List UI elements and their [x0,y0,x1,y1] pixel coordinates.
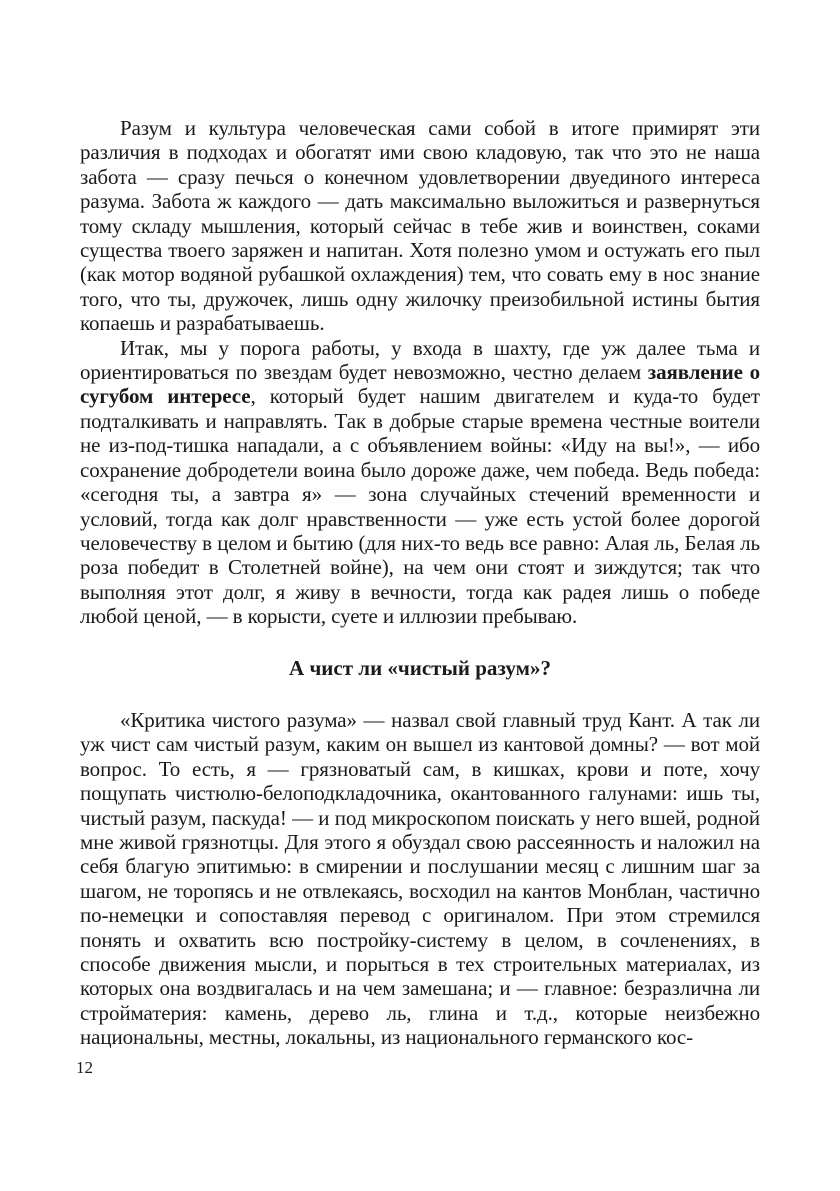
section-heading: А чист ли «чистый разум»? [289,656,551,680]
page-number: 12 [76,1058,93,1077]
paragraph-declaration-start: Итак, мы у порога работы, у входа в шахту, где уж далее тьма и ориентироваться по звездам будет невозможно, честно делаем [80,335,760,385]
paragraph-declaration-end: , который будет нашим двигателем и куда-то будет подталкивать и направлять. Так в добрые старые времена честные воители не из-под-тишка нападали, а с объявлением войны: «Иду на вы!», — ибо сохранение добродетели воина было дороже даже, чем победа. Ведь победа: «сегодня ты, а завтра я» — зона случайных стечений временности и условий, тогда как долг нравственности — уже есть устой более дорогой человечеству в целом и бытию (для них-то ведь все равно: Алая ль, Белая ль роза победит в Столетней войне), на чем они стоят и зиждутся; так что выполняя этот долг, я живу в вечности, тогда как радея лишь о победе любой ценой, — в корысти, суете и иллюзии пребываю. [80,384,761,629]
bold-phrase-declaration: заявление о сугубом интересе [80,360,760,409]
section-two-text [80,708,760,1050]
paragraph-reason-culture: Разум и культура человеческая сами собой в итоге примирят эти различия в подходах и обогатят ими свою кладовую, так что это не наша забота — сразу печься о конечном удовлетворении двуединого интереса разума. Забота ж каждого — дать максимально выложиться и развернуться тому складу мышления, который сейчас в тебе жив и воинствен, соками существа твоего заряжен и напитан. Хотя полезно умом и остужать его пыл (как мотор водяной рубашкой охлаждения) тем, что совать ему в нос знание того, что ты, дружочек, лишь одну жилочку преизобильной истины бытия копаешь и разрабатываешь. [80,116,760,336]
paragraph-critique: «Критика чистого разума» — назвал свой главный труд Кант. А так ли уж чист сам чистый разум, каким он вышел из кантовой домны? — вот мой вопрос. То есть, я — грязноватый сам, в кишках, крови и поте, хочу пощупать чистюлю-белоподкладочника, окантованного галунами: ишь ты, чистый разум, паскуда! — и под микроскопом поискать у него вшей, родной мне живой грязнотцы. Для этого я обуздал свою рассеянность и наложил на себя благую эпитимью: в смирении и послушании месяц с лишним шаг за шагом, не торопясь и не отвлекаясь, восходил на кантов Монблан, частично по-немецки и сопоставляя перевод с оригиналом. При этом стремился понять и охватить всю постройку-систему в целом, в сочленениях, в способе движения мысли, и порыться в тех строительных материалах, из которых она воздвигалась и на чем замешана; и — главное: безразлична ли стройматерия: камень, дерево ль, глина и т.д., которые неизбежно национальны, местны, локальны, из национального германского кос- [80,708,760,1050]
paragraph-declaration [80,336,760,629]
section-one-text [80,116,760,629]
